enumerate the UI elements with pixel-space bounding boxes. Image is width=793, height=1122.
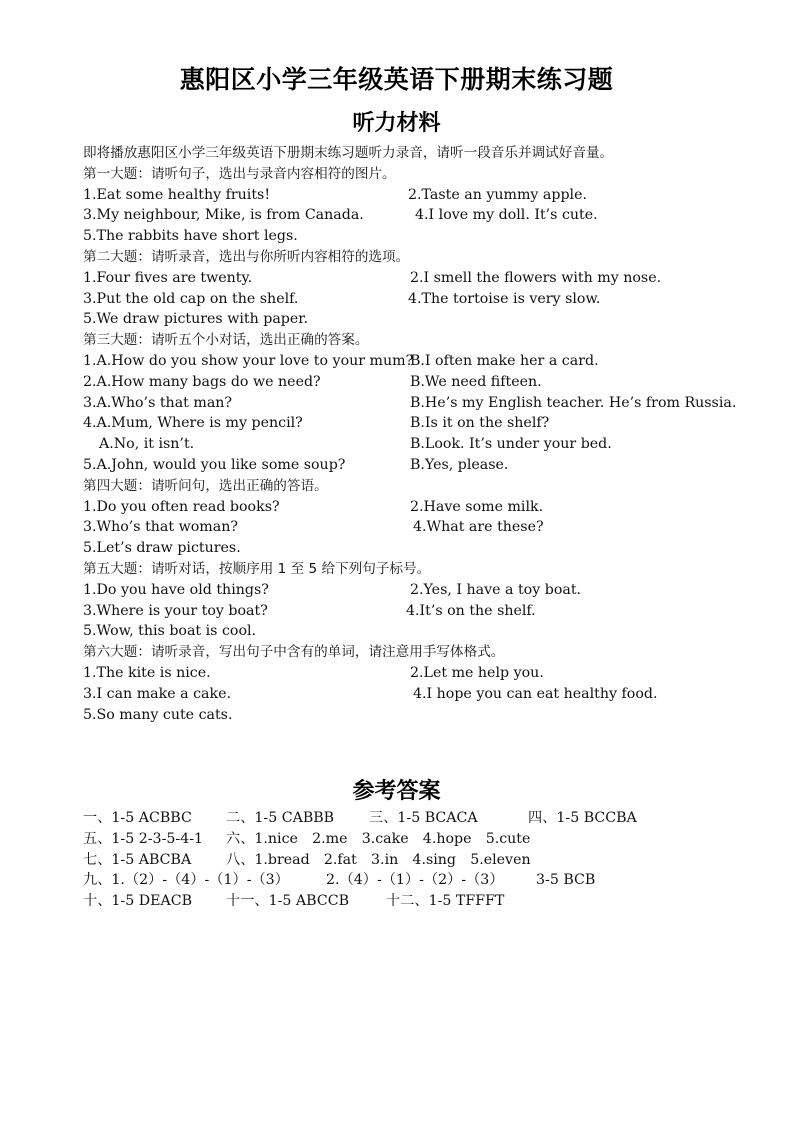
question-item: 4.What are these? [413, 519, 544, 536]
answer-item: 八、1.bread 2.fat 3.in 4.sing 5.eleven [226, 851, 531, 868]
section-heading: 第三大题：请听五个小对话，选出正确的答案。 [83, 332, 369, 349]
answer-item: 四、1-5 BCCBA [528, 810, 637, 826]
question-row [83, 413, 713, 434]
answer-item: 3-5 BCB [536, 872, 596, 889]
question-item: 5.The rabbits have short legs. [83, 228, 298, 245]
question-row [83, 663, 713, 684]
answer-item: 二、1-5 CABBB [226, 810, 335, 826]
question-item: A.No, it isn’t. [99, 436, 195, 453]
answers-block [83, 808, 723, 912]
question-row [83, 497, 713, 518]
section-heading: 第四大题：请听问句，选出正确的答语。 [83, 477, 328, 494]
question-row [83, 538, 713, 559]
question-row [83, 580, 713, 601]
question-row [83, 268, 713, 289]
question-row [83, 309, 713, 330]
question-item: B.Look. It’s under your bed. [410, 436, 612, 453]
question-item: 2.A.How many bags do we need? [83, 373, 321, 390]
sections-container [83, 164, 737, 726]
question-item: B.We need fifteen. [410, 373, 542, 390]
question-item: 5.So many cute cats. [83, 706, 233, 723]
question-item: 5.We draw pictures with paper. [83, 311, 308, 328]
question-row [83, 434, 713, 455]
question-row [83, 684, 713, 705]
question-item: 4.I love my doll. It’s cute. [415, 207, 598, 224]
answer-item: 五、1-5 2-3-5-4-1 [83, 830, 204, 847]
question-item: 5.Wow, this boat is cool. [83, 623, 257, 640]
question-item: 3.Put the old cap on the shelf. [83, 290, 299, 307]
answer-row [83, 891, 723, 912]
answer-item: 三、1-5 BCACA [369, 810, 478, 826]
question-item: 3.I can make a cake. [83, 685, 231, 702]
question-item: 1.Do you often read books? [83, 498, 280, 515]
section-heading: 第五大题：请听对话，按顺序用 1 至 5 给下列句子标号。 [83, 560, 431, 577]
question-item: 1.The kite is nice. [83, 664, 211, 681]
question-item: 3.A.Who’s that man? [83, 394, 233, 411]
answer-item: 2.（4）-（1）-（2）-（3） [326, 872, 504, 889]
section-heading: 第二大题：请听录音，选出与你所听内容相符的选项。 [83, 248, 410, 265]
answer-item: 十二、1-5 TFFFT [386, 893, 505, 910]
answers-heading: 参考答案 [352, 779, 441, 804]
question-item: 4.A.Mum, Where is my pencil? [83, 415, 303, 432]
question-row [83, 601, 713, 622]
answer-row [83, 870, 723, 891]
question-item: 3.Where is your toy boat? [83, 602, 268, 619]
answer-item: 七、1-5 ABCBA [83, 851, 192, 868]
section-heading: 第六大题：请听录音，写出句子中含有的单词，请注意用手写体格式。 [83, 644, 505, 661]
question-item: 5.Let’s draw pictures. [83, 540, 241, 557]
question-item: 1.Eat some healthy fruits! [83, 186, 271, 203]
question-row [83, 705, 713, 726]
question-item: 5.A.John, would you like some soup? [83, 456, 346, 473]
question-item: 1.A.How do you show your love to your mum? [83, 352, 414, 369]
question-item: 2.Let me help you. [410, 664, 544, 681]
question-item: B.I often make her a card. [410, 352, 599, 369]
question-row [83, 517, 713, 538]
answer-item: 十一、1-5 ABCCB [226, 893, 349, 910]
question-row [83, 372, 713, 393]
answer-item: 十、1-5 DEACB [83, 893, 192, 910]
question-row [83, 205, 713, 226]
question-item: 4.I hope you can eat healthy food. [413, 685, 658, 702]
listening-heading: 听力材料 [352, 111, 441, 136]
question-item: 3.My neighbour, Mike, is from Canada. [83, 207, 364, 224]
question-row [83, 289, 713, 310]
answer-row [83, 850, 723, 871]
question-item: 2.Yes, I have a toy boat. [410, 581, 582, 598]
answer-item: 六、1.nice 2.me 3.cake 4.hope 5.cute [226, 830, 531, 847]
question-row [83, 226, 713, 247]
question-item: 2.Have some milk. [410, 498, 544, 515]
question-row [83, 621, 713, 642]
answer-item: 九、1.（2）-（4）-（1）-（3） [83, 872, 289, 889]
question-item: B.He’s my English teacher. He’s from Russia. [410, 394, 737, 411]
question-item: 1.Four fives are twenty. [83, 269, 253, 286]
section-heading: 第一大题：请听句子，选出与录音内容相符的图片。 [83, 165, 396, 182]
question-row [83, 351, 713, 372]
document-title: 惠阳区小学三年级英语下册期末练习题 [179, 65, 614, 94]
question-row [83, 455, 713, 476]
question-item: 2.Taste an yummy apple. [408, 186, 587, 203]
question-item: 4.It’s on the shelf. [406, 602, 536, 619]
answer-row [83, 829, 723, 850]
question-item: 3.Who’s that woman? [83, 519, 238, 536]
question-item: 4.The tortoise is very slow. [408, 290, 601, 307]
question-item: B.Is it on the shelf? [410, 415, 550, 432]
answer-item: 一、1-5 ACBBC [83, 810, 192, 826]
question-row [83, 185, 713, 206]
intro-text: 即将播放惠阳区小学三年级英语下册期末练习题听力录音，请听一段音乐并调试好音量。 [83, 145, 614, 161]
question-row [83, 393, 737, 414]
question-item: 2.I smell the flowers with my nose. [410, 269, 662, 286]
question-item: 1.Do you have old things? [83, 581, 269, 598]
answer-row [83, 808, 723, 829]
listening-body [83, 143, 737, 725]
question-item: B.Yes, please. [410, 456, 509, 473]
